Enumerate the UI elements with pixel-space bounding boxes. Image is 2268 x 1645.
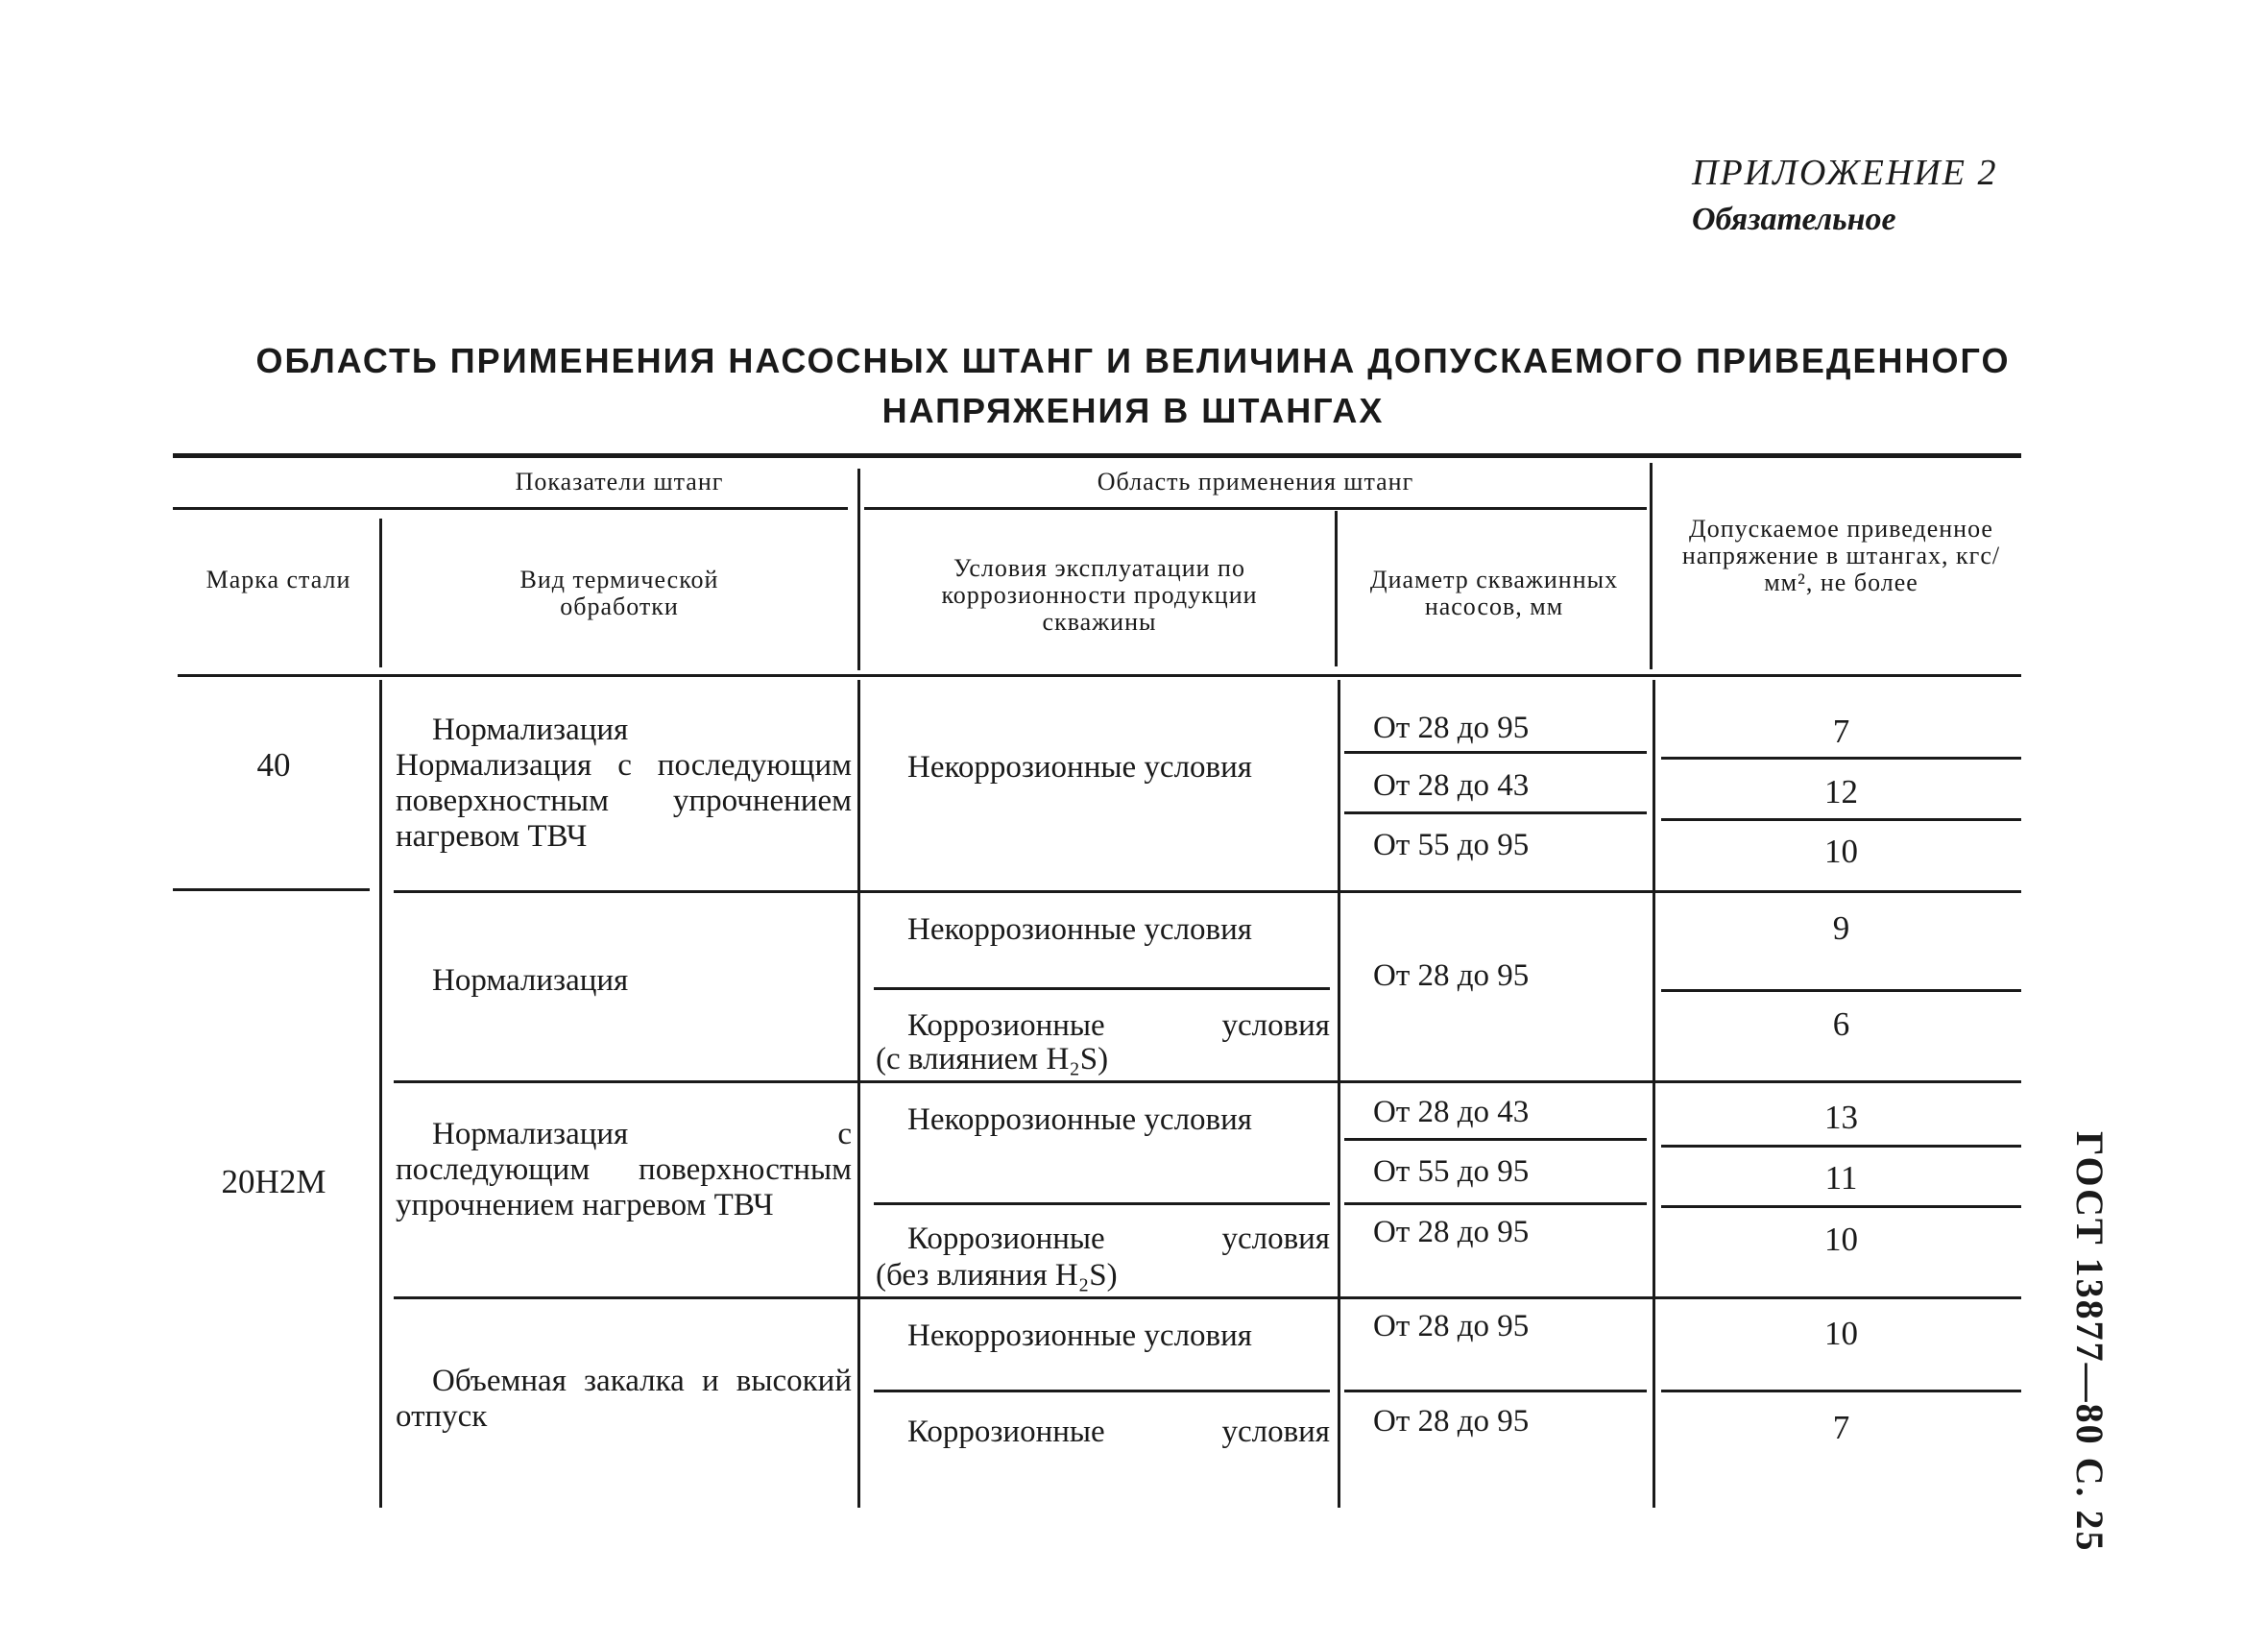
stress-value-5: 6: [1832, 1005, 1850, 1043]
header-heat-treatment: Вид термической обработки: [519, 566, 719, 620]
table-title-line1: ОБЛАСТЬ ПРИМЕНЕНИЯ НАСОСНЫХ ШТАНГ И ВЕЛИЧИНА ДОПУСКАЕМОГО ПРИВЕДЕННОГО: [255, 341, 2011, 380]
rule-v1: [1661, 757, 2021, 760]
condition-noncorrosive-2: Некоррозионные условия: [907, 912, 1252, 947]
treatment-quench-temper: Объемная закалка и высокий отпуск: [396, 1364, 852, 1434]
diameter-row4: От 28 до 95: [1373, 958, 1530, 993]
stress-value-9: 10: [1824, 1315, 1858, 1352]
vline-h2: [857, 469, 860, 670]
diameter-row8: От 28 до 95: [1373, 1309, 1530, 1343]
header-allowed-stress: Допускаемое приведенное напряжение в штангах, кгс/мм², не более: [1681, 515, 2001, 596]
rule-group1: [173, 507, 848, 510]
rule-row3: [394, 1296, 2021, 1299]
condition-corrosive-noh2s-note: (без влияния H₂S): [876, 1258, 1118, 1293]
diameter-row1: От 28 до 95: [1373, 711, 1530, 745]
rule-v2: [1661, 818, 2021, 821]
rule-row2: [394, 1080, 2021, 1083]
steel-grade-40: 40: [256, 746, 291, 784]
vline-b2: [857, 680, 860, 1508]
stress-value-6: 13: [1824, 1099, 1858, 1136]
condition-corrosive-h2s: Коррозионные условия: [907, 1008, 1330, 1043]
diameter-row2: От 28 до 43: [1373, 768, 1530, 803]
condition-noncorrosive-3: Некоррозионные условия: [907, 1102, 1252, 1137]
treatment-normalization-20n2m: Нормализация: [432, 963, 629, 998]
rule-d5: [1344, 1390, 1647, 1392]
diameter-row3: От 55 до 95: [1373, 828, 1530, 862]
rule-v3: [1661, 989, 2021, 992]
vline-b3: [1338, 680, 1340, 1508]
rule-d4: [1344, 1202, 1647, 1205]
stress-value-7: 11: [1824, 1159, 1858, 1197]
condition-corrosive-noh2s: Коррозионные условия: [907, 1222, 1330, 1256]
stress-value-3: 10: [1824, 833, 1858, 870]
header-group-application: Область применения штанг: [1097, 468, 1414, 496]
rule-v5: [1661, 1205, 2021, 1208]
table-title-line2: НАПРЯЖЕНИЯ В ШТАНГАХ: [881, 391, 1385, 430]
vline-h3: [1335, 511, 1338, 666]
rule-row1: [394, 890, 2021, 893]
header-conditions: Условия эксплуатации по коррозионности продукции скважины: [941, 554, 1258, 636]
rule-group2: [864, 507, 1647, 510]
header-steel-grade: Марка стали: [205, 566, 351, 593]
rule-v6: [1661, 1390, 2021, 1392]
rule-d2: [1344, 811, 1647, 814]
mandatory-label: Обязательное: [1692, 202, 1896, 237]
gost-page-label: ГОСТ 13877—80 С. 25: [2068, 1131, 2111, 1553]
vline-b1: [379, 680, 382, 1508]
stress-value-8: 10: [1824, 1221, 1858, 1258]
rule-d3: [1344, 1138, 1647, 1141]
appendix-label: ПРИЛОЖЕНИЕ 2: [1692, 153, 1998, 193]
condition-noncorrosive-4: Некоррозионные условия: [907, 1318, 1252, 1353]
diameter-row9: От 28 до 95: [1373, 1404, 1530, 1439]
header-group-indicators: Показатели штанг: [515, 468, 724, 496]
header-bottom-rule: [178, 674, 2021, 677]
header-diameter: Диаметр скважинных насосов, мм: [1369, 566, 1619, 620]
table-top-rule: [173, 453, 2021, 458]
diameter-row6: От 55 до 95: [1373, 1154, 1530, 1189]
steel-grade-20n2m: 20Н2М: [221, 1163, 326, 1200]
condition-corrosive-h2s-note: (с влиянием H₂S): [876, 1042, 1109, 1077]
stress-value-1: 7: [1832, 713, 1850, 750]
condition-noncorrosive-1: Некоррозионные условия: [907, 750, 1252, 785]
treatment-normalization-40: Нормализация: [432, 713, 629, 747]
stress-value-4: 9: [1832, 909, 1850, 947]
rule-steel40: [173, 888, 370, 891]
vline-b4: [1653, 680, 1655, 1508]
stress-value-10: 7: [1832, 1409, 1850, 1446]
stress-value-2: 12: [1824, 773, 1858, 810]
diameter-row5: От 28 до 43: [1373, 1095, 1530, 1129]
rule-d1: [1344, 751, 1647, 754]
vline-h4: [1650, 463, 1653, 669]
treatment-normalization-hfc-20n2m: Нормализация с последующим поверхностным упрочнением нагревом ТВЧ: [396, 1117, 852, 1222]
rule-c2: [874, 987, 1330, 990]
treatment-normalization-hfc-40: Нормализация с последующим поверхностным упрочнением нагревом ТВЧ: [396, 748, 852, 854]
condition-corrosive: Коррозионные условия: [907, 1415, 1330, 1449]
diameter-row7: От 28 до 95: [1373, 1215, 1530, 1249]
rule-v4: [1661, 1145, 2021, 1148]
rule-c4: [874, 1390, 1330, 1392]
rule-c3: [874, 1202, 1330, 1205]
vline-h1: [379, 519, 382, 667]
